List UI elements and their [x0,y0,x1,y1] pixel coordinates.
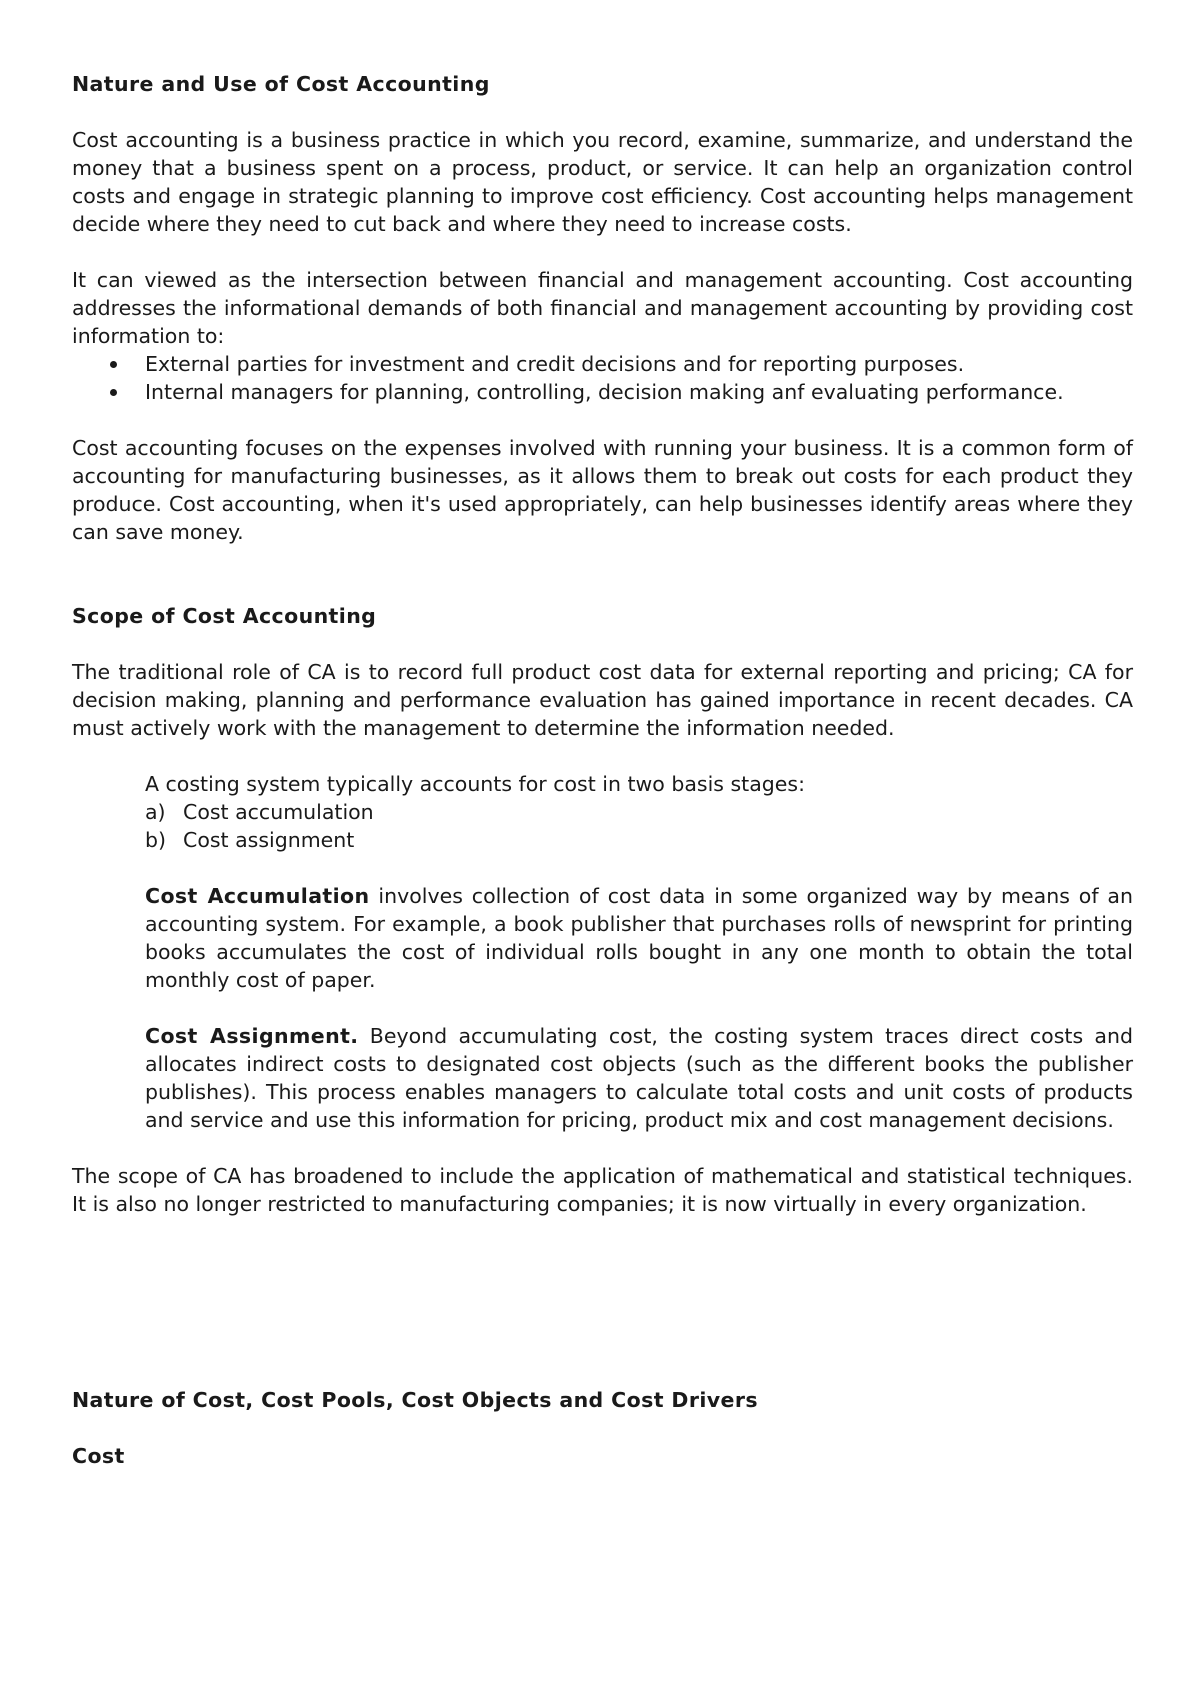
document-page [72,70,1133,1470]
indented-block [145,770,1133,1134]
list-item-text: Cost accumulation [183,800,374,824]
paragraph-focus: Cost accounting focuses on the expenses involved with running your business. It is a common form of accounting for manufacturing businesses, as it allows them to break out costs for each product they produce. Cost accounting, when it's used appropriately, can help businesses identify areas where they can save money. [72,436,1133,544]
paragraph-definition: Cost accounting is a business practice in which you record, examine, summarize, and understand the money that a business spent on a process, product, or service. It can help an organization control costs and engage in strategic planning to improve cost efficiency. Cost accounting helps management decide where they need to cut back and where they need to increase costs. [72,128,1133,236]
term-cost-accumulation: Cost Accumulation [145,884,370,908]
bullet-icon [110,361,117,368]
list-marker: b) [145,828,167,852]
list-item-text: External parties for investment and credit decisions and for reporting purposes. [145,352,965,376]
section-heading-scope: Scope of Cost Accounting [72,604,377,628]
list-item-text: Cost assignment [183,828,355,852]
paragraph-broadened-scope: The scope of CA has broadened to include the application of mathematical and statistical techniques. It is also no longer restricted to manufacturing companies; it is now virtually in every organization. [72,1164,1133,1216]
list-marker: a) [145,800,166,824]
bullet-list [72,350,1133,406]
bullet-icon [110,389,117,396]
list-item [145,798,1133,826]
definition-text: involves collection of cost data in some organized way by means of an accounting system. For example, a book publisher that purchases rolls of newsprint for printing books accumulates the cost of individual rolls bought in any one month to obtain the total monthly cost of paper. [145,884,1133,992]
stages-list [145,798,1133,854]
list-item-text: Internal managers for planning, controlling, decision making anf evaluating performance. [145,380,1064,404]
paragraph-cost-accumulation [145,882,1133,994]
definition-text: Beyond accumulating cost, the costing system traces direct costs and allocates indirect costs to designated cost objects (such as the different books the publisher publishes). This process enables managers to calculate total costs and unit costs of products and service and use this information for pricing, product mix and cost management decisions. [145,1024,1133,1132]
list-item [72,350,1133,378]
section-heading-nature-of-cost: Nature of Cost, Cost Pools, Cost Objects and Cost Drivers [72,1388,758,1412]
paragraph-traditional-role: The traditional role of CA is to record full product cost data for external reporting and pricing; CA for decision making, planning and performance evaluation has gained importance in recent decades. CA must actively work with the management to determine the information needed. [72,660,1133,740]
list-item [145,826,1133,854]
list-item [72,378,1133,406]
term-cost-assignment: Cost Assignment. [145,1024,359,1048]
section-heading-nature-use: Nature and Use of Cost Accounting [72,72,490,96]
paragraph-cost-assignment [145,1022,1133,1134]
stages-intro: A costing system typically accounts for cost in two basis stages: [145,772,805,796]
subheading-cost: Cost [72,1444,125,1468]
paragraph-intersection: It can viewed as the intersection between financial and management accounting. Cost accounting addresses the informational demands of both financial and management accounting by providing cost information to: [72,268,1133,348]
